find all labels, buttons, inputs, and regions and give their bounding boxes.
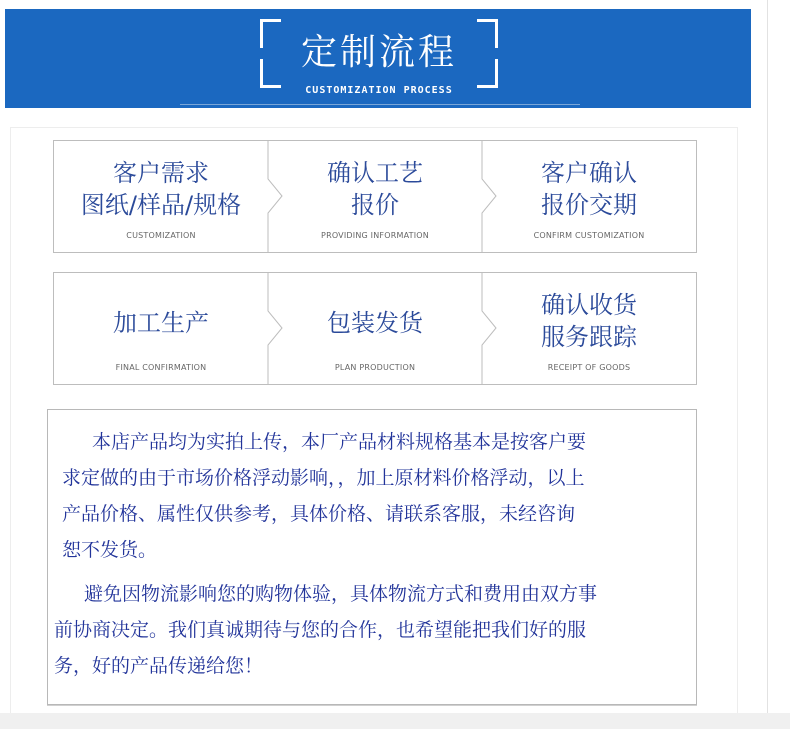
step-customer-confirm <box>482 141 696 252</box>
step-title <box>268 141 482 221</box>
notice-line: 产品价格、属性仅供参考，具体价格、请联系客服，未经咨询 <box>62 503 576 525</box>
step-title <box>482 273 696 353</box>
notice-line: 务，好的产品传递给您！ <box>54 655 264 677</box>
step-title <box>482 141 696 221</box>
notice-line: 避免因物流影响您的购物体验，具体物流方式和费用由双方事 <box>84 583 598 605</box>
bottom-band <box>0 713 790 729</box>
notice-line: 恕不发货。 <box>62 539 158 561</box>
step-title-line: 报价交期 <box>541 191 637 219</box>
title-frame <box>260 15 498 100</box>
page-title: 定制流程 <box>300 32 457 73</box>
step-subtitle: CUSTOMIZATION <box>126 231 196 240</box>
notice-paragraph-2 <box>54 576 690 684</box>
step-title-line: 包装发货 <box>327 309 423 337</box>
step-title-line: 客户确认 <box>541 159 637 187</box>
notice-line: 求定做的由于市场价格浮动影响，，加上原材料价格浮动，以上 <box>62 467 585 489</box>
step-title-line: 加工生产 <box>113 309 209 337</box>
step-title-line: 报价 <box>351 191 399 219</box>
step-subtitle: FINAL CONFIRMATION <box>115 363 207 372</box>
chevron-right-icon <box>254 273 284 384</box>
step-title-line: 图纸/样品/规格 <box>80 191 242 219</box>
banner-underline <box>180 104 580 105</box>
step-customer-requirements <box>54 141 268 252</box>
step-title <box>54 273 268 339</box>
step-title-line: 确认收货 <box>541 291 637 319</box>
bottom-divider <box>47 705 697 706</box>
right-divider <box>767 0 768 729</box>
step-confirm-process <box>268 141 482 252</box>
notice-line: 本店产品均为实拍上传，本厂产品材料规格基本是按客户要 <box>92 431 587 453</box>
step-title-line: 确认工艺 <box>327 159 423 187</box>
notice-box <box>47 409 697 705</box>
step-production <box>54 273 268 384</box>
step-title <box>268 273 482 339</box>
chevron-right-icon <box>468 141 498 252</box>
step-subtitle: CONFIRM CUSTOMIZATION <box>533 231 645 240</box>
page-subtitle: CUSTOMIZATION PROCESS <box>305 85 453 96</box>
step-packaging-shipping <box>268 273 482 384</box>
step-receipt-tracking <box>482 273 696 384</box>
process-row-2 <box>53 272 697 385</box>
notice-paragraph-1 <box>62 424 682 568</box>
step-title <box>54 141 268 221</box>
chevron-right-icon <box>254 141 284 252</box>
step-subtitle: RECEIPT OF GOODS <box>547 363 631 372</box>
notice-line: 前协商决定。我们真诚期待与您的合作，也希望能把我们好的服 <box>54 619 587 641</box>
step-title-line: 服务跟踪 <box>541 323 637 351</box>
chevron-right-icon <box>468 273 498 384</box>
process-row-1 <box>53 140 697 253</box>
step-title-line: 客户需求 <box>113 159 209 187</box>
step-subtitle: PROVIDING INFORMATION <box>321 231 429 240</box>
step-subtitle: PLAN PRODUCTION <box>334 363 416 372</box>
